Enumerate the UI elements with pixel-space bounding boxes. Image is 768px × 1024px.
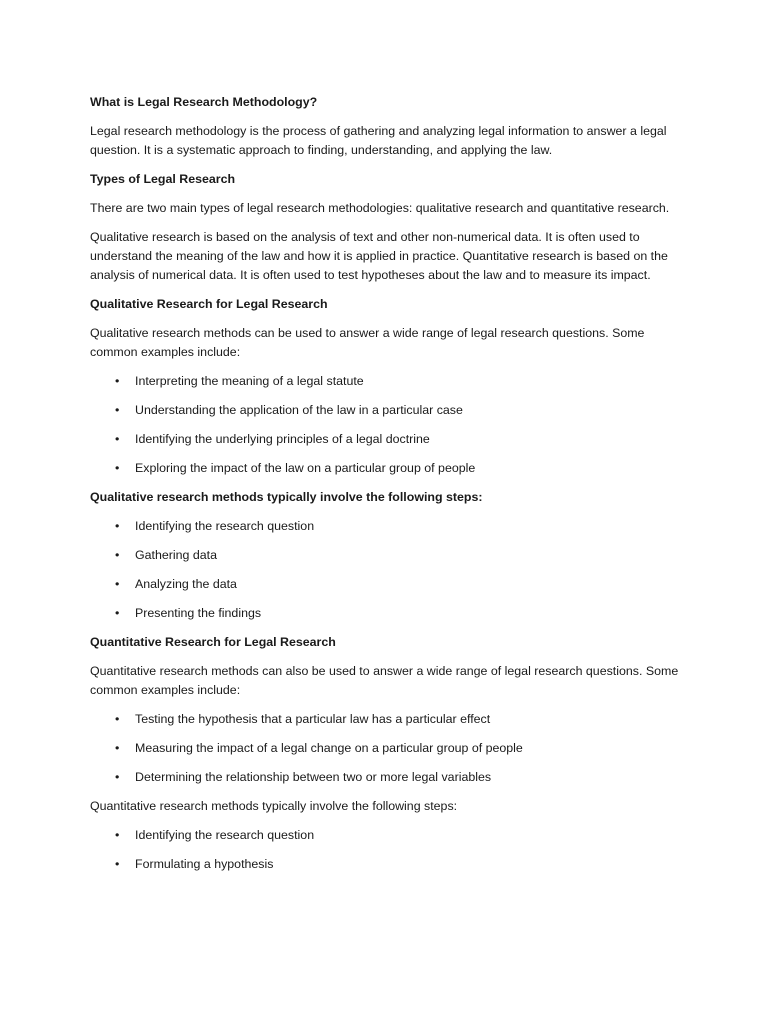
list-item-text: Determining the relationship between two or more legal variables xyxy=(135,770,492,784)
list-item-text: Measuring the impact of a legal change on a particular group of people xyxy=(135,741,523,755)
paragraph-qualitative-examples-intro: Qualitative research methods can be used to answer a wide range of legal research questions. Some common examples include: xyxy=(90,326,645,359)
heading-quantitative-research: Quantitative Research for Legal Research xyxy=(90,635,336,649)
list-item xyxy=(90,517,690,536)
bullet-icon: • xyxy=(115,712,120,726)
bullet-icon: • xyxy=(115,519,120,533)
bullet-icon: • xyxy=(115,432,120,446)
list-item xyxy=(90,372,690,391)
list-item-text: Gathering data xyxy=(135,548,217,562)
qualitative-examples-list xyxy=(90,372,690,478)
bullet-icon: • xyxy=(115,374,120,388)
bullet-icon: • xyxy=(115,606,120,620)
list-item xyxy=(90,430,690,449)
paragraph-qualitative-vs-quantitative: Qualitative research is based on the analysis of text and other non-numerical data. It is often used to understand the meaning of the law and how it is applied in practice. Quantitative research is based on the analysis of numerical data. It is often used to test hypotheses about the law and to measure its impact. xyxy=(90,230,668,282)
bullet-icon: • xyxy=(115,461,120,475)
list-item xyxy=(90,768,690,787)
quantitative-steps-list xyxy=(90,826,690,874)
list-item-text: Presenting the findings xyxy=(135,606,262,620)
list-item xyxy=(90,710,690,729)
list-item-text: Exploring the impact of the law on a particular group of people xyxy=(135,461,476,475)
bullet-icon: • xyxy=(115,741,120,755)
list-item-text: Understanding the application of the law in a particular case xyxy=(135,403,463,417)
heading-types-of-legal-research: Types of Legal Research xyxy=(90,172,236,186)
list-item xyxy=(90,401,690,420)
paragraph-definition: Legal research methodology is the process of gathering and analyzing legal information to answer a legal question. It is a systematic approach to finding, understanding, and applying the law. xyxy=(90,124,667,157)
list-item-text: Identifying the research question xyxy=(135,828,315,842)
bullet-icon: • xyxy=(115,403,120,417)
list-item xyxy=(90,739,690,758)
list-item-text: Identifying the research question xyxy=(135,519,315,533)
list-item xyxy=(90,855,690,874)
heading-qualitative-steps: Qualitative research methods typically involve the following steps: xyxy=(90,490,483,504)
list-item xyxy=(90,575,690,594)
quantitative-examples-list xyxy=(90,710,690,787)
heading-legal-research-methodology: What is Legal Research Methodology? xyxy=(90,95,318,109)
paragraph-quantitative-steps-intro: Quantitative research methods typically involve the following steps: xyxy=(90,799,458,813)
list-item-text: Analyzing the data xyxy=(135,577,237,591)
bullet-icon: • xyxy=(115,577,120,591)
paragraph-quantitative-examples-intro: Quantitative research methods can also be used to answer a wide range of legal research questions. Some common examples include: xyxy=(90,664,679,697)
list-item-text: Formulating a hypothesis xyxy=(135,857,274,871)
bullet-icon: • xyxy=(115,770,120,784)
bullet-icon: • xyxy=(115,857,120,871)
list-item xyxy=(90,604,690,623)
bullet-icon: • xyxy=(115,828,120,842)
paragraph-two-types: There are two main types of legal research methodologies: qualitative research and quantitative research. xyxy=(90,201,670,215)
list-item xyxy=(90,826,690,845)
list-item xyxy=(90,546,690,565)
list-item-text: Testing the hypothesis that a particular law has a particular effect xyxy=(135,712,491,726)
qualitative-steps-list xyxy=(90,517,690,623)
list-item-text: Interpreting the meaning of a legal statute xyxy=(135,374,364,388)
bullet-icon: • xyxy=(115,548,120,562)
list-item-text: Identifying the underlying principles of a legal doctrine xyxy=(135,432,430,446)
heading-qualitative-research: Qualitative Research for Legal Research xyxy=(90,297,328,311)
document-body xyxy=(90,93,690,884)
list-item xyxy=(90,459,690,478)
